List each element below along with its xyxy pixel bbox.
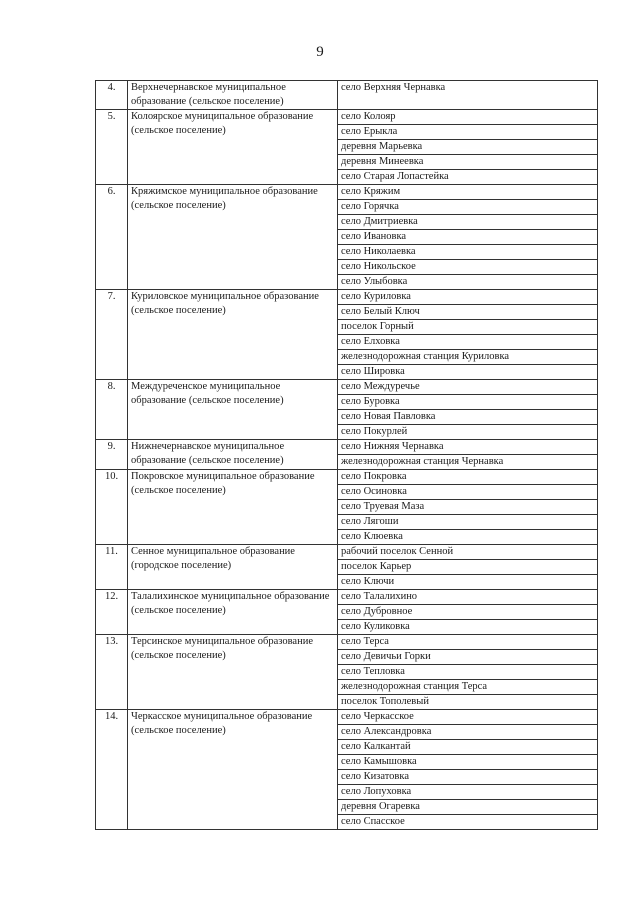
settlement-name: село Горячка (338, 200, 598, 215)
settlement-name: село Старая Лопастейка (338, 170, 598, 185)
table-row (96, 710, 598, 725)
municipality-name: Сенное муниципальное образование (городское поселение) (128, 545, 338, 590)
settlement-name: село Новая Павловка (338, 410, 598, 425)
row-number: 12. (96, 590, 128, 635)
settlement-name: железнодорожная станция Чернавка (338, 455, 598, 470)
settlement-name: село Николаевка (338, 245, 598, 260)
row-number: 4. (96, 81, 128, 110)
settlement-name: село Междуречье (338, 380, 598, 395)
settlement-name: село Кизатовка (338, 770, 598, 785)
settlement-name: село Буровка (338, 395, 598, 410)
settlement-name: село Лопуховка (338, 785, 598, 800)
row-number: 9. (96, 440, 128, 470)
settlement-name: село Ивановка (338, 230, 598, 245)
municipality-name: Верхнечернавское муниципальное образование (сельское поселение) (128, 81, 338, 110)
row-number: 5. (96, 110, 128, 185)
municipality-name: Междуреченское муниципальное образование (сельское поселение) (128, 380, 338, 440)
table-row (96, 440, 598, 455)
settlement-name: село Белый Ключ (338, 305, 598, 320)
settlement-name: поселок Горный (338, 320, 598, 335)
settlement-name: село Дмитриевка (338, 215, 598, 230)
settlement-name: село Кряжим (338, 185, 598, 200)
settlement-name: железнодорожная станция Куриловка (338, 350, 598, 365)
settlement-name: рабочий поселок Сенной (338, 545, 598, 560)
settlement-name: село Девичьи Горки (338, 650, 598, 665)
row-number: 8. (96, 380, 128, 440)
municipality-name: Покровское муниципальное образование (сельское поселение) (128, 470, 338, 545)
table-row (96, 81, 598, 110)
settlement-name: село Ключи (338, 575, 598, 590)
municipality-name: Талалихинское муниципальное образование (сельское поселение) (128, 590, 338, 635)
table-body (96, 81, 598, 830)
settlement-name: село Нижняя Чернавка (338, 440, 598, 455)
municipality-name: Нижнечернавское муниципальное образование (сельское поселение) (128, 440, 338, 470)
settlement-name: село Осиновка (338, 485, 598, 500)
settlement-name: село Никольское (338, 260, 598, 275)
row-number: 11. (96, 545, 128, 590)
settlement-name: село Колояр (338, 110, 598, 125)
table-row (96, 470, 598, 485)
row-number: 14. (96, 710, 128, 830)
municipality-name: Кряжимское муниципальное образование (сельское поселение) (128, 185, 338, 290)
table-row (96, 380, 598, 395)
settlement-name: железнодорожная станция Терса (338, 680, 598, 695)
settlement-name: село Покровка (338, 470, 598, 485)
settlement-name: поселок Карьер (338, 560, 598, 575)
municipality-name: Колоярское муниципальное образование (сельское поселение) (128, 110, 338, 185)
settlement-name: деревня Марьевка (338, 140, 598, 155)
settlement-name: село Куликовка (338, 620, 598, 635)
settlement-name: село Куриловка (338, 290, 598, 305)
table-row (96, 290, 598, 305)
settlement-name: село Лягоши (338, 515, 598, 530)
settlement-name: село Спасское (338, 815, 598, 830)
page-number: 9 (316, 44, 324, 60)
settlement-name: деревня Минеевка (338, 155, 598, 170)
table-row (96, 110, 598, 125)
settlements-table (95, 80, 598, 830)
table-row (96, 185, 598, 200)
row-number: 6. (96, 185, 128, 290)
settlement-name: село Александровка (338, 725, 598, 740)
settlement-name: село Черкасское (338, 710, 598, 725)
settlement-name: село Клюевка (338, 530, 598, 545)
settlement-name: село Покурлей (338, 425, 598, 440)
settlement-name: деревня Огаревка (338, 800, 598, 815)
table-row (96, 545, 598, 560)
settlement-name: поселок Тополевый (338, 695, 598, 710)
table-row (96, 635, 598, 650)
settlement-name: село Талалихино (338, 590, 598, 605)
municipality-name: Терсинское муниципальное образование (сельское поселение) (128, 635, 338, 710)
settlement-name: село Шировка (338, 365, 598, 380)
municipality-name: Куриловское муниципальное образование (сельское поселение) (128, 290, 338, 380)
settlement-name: село Калкантай (338, 740, 598, 755)
table-row (96, 590, 598, 605)
settlement-name: село Верхняя Чернавка (338, 81, 598, 110)
settlement-name: село Терса (338, 635, 598, 650)
settlement-name: село Елховка (338, 335, 598, 350)
row-number: 10. (96, 470, 128, 545)
municipality-name: Черкасское муниципальное образование (сельское поселение) (128, 710, 338, 830)
settlement-name: село Труевая Маза (338, 500, 598, 515)
settlement-name: село Тепловка (338, 665, 598, 680)
settlement-name: село Камышовка (338, 755, 598, 770)
row-number: 7. (96, 290, 128, 380)
settlement-name: село Дубровное (338, 605, 598, 620)
settlement-name: село Ерыкла (338, 125, 598, 140)
settlement-name: село Улыбовка (338, 275, 598, 290)
row-number: 13. (96, 635, 128, 710)
